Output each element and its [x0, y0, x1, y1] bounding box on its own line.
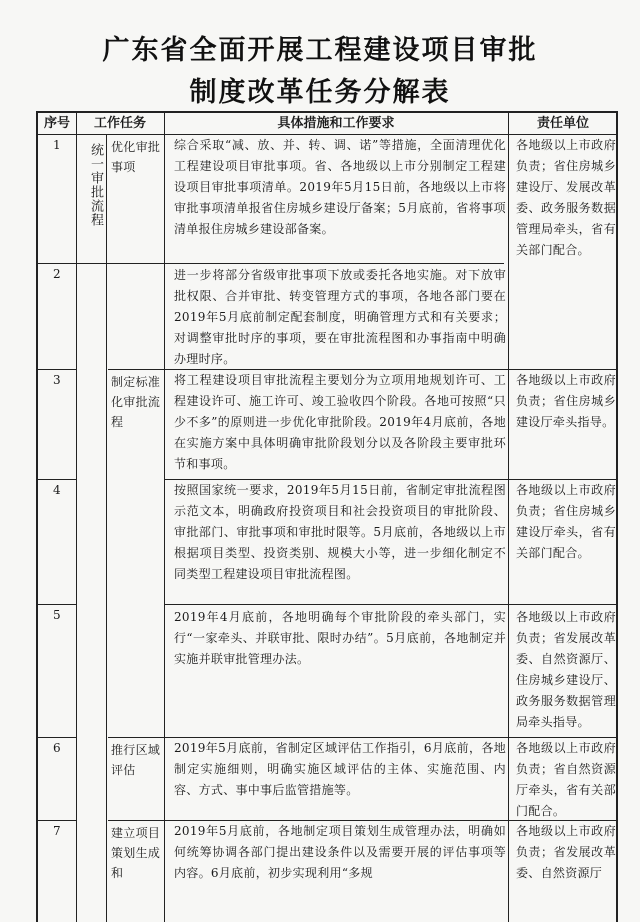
header-measures: 具体措施和工作要求 [277, 116, 395, 131]
row-task: 制定标准化审批流程 [111, 375, 161, 429]
row-task: 优化审批事项 [111, 140, 161, 174]
row-measures: 2019年5月底前，各地制定项目策划生成管理办法，明确如何统筹协调各部门提出建设条件以及需要开展的评估事项等内容。6月底前，初步实现利用“多规 [174, 824, 506, 880]
row-measures: 将工程建设项目审批流程主要划分为立项用地规划许可、工程建设许可、施工许可、竣工验收四个阶段。各地可按照“只少不多”的原则进一步优化审批阶段。2019年4月底前，各地在实施方案中具体明确审批阶段划分以及各阶段主要审批环节和事项。 [174, 373, 506, 471]
column-divider [164, 113, 165, 922]
row-unit: 各地级以上市政府负责；省住房城乡建设厅牵头，省有关部门配合。 [516, 483, 616, 560]
row-number: 3 [53, 373, 61, 387]
row-number: 4 [53, 483, 61, 497]
header-no: 序号 [43, 116, 70, 131]
row-unit: 各地级以上市政府负责；省自然资源厅牵头，省有关部门配合。 [516, 741, 616, 818]
column-divider [508, 113, 509, 922]
row-measures: 综合采取“减、放、并、转、调、诺”等措施，全面清理优化工程建设项目审批事项。省、各地级以上市分别制定工程建设项目审批事项清单。2019年5月15日前，各地级以上市将审批事项清单报省住房城乡建设厅备案；5月底前，省将事项清单报住房城乡建设部备案。 [174, 138, 506, 236]
row-number: 7 [53, 824, 61, 838]
row-unit: 各地级以上市政府负责；省住房城乡建设厅牵头指导。 [516, 373, 616, 429]
row-measures: 进一步将部分省级审批事项下放或委托各地实施。对下放审批权限、合并审批、转变管理方式的事项，各地各部门要在2019年5月底前制定配套制度，明确管理方式和有关要求；对调整审批时序的事项，要在审批流程图和办事指南中明确办理时序。 [174, 268, 506, 366]
row-unit: 各地级以上市政府负责；省发展改革委、自然资源厅 [516, 824, 616, 880]
row-number: 1 [53, 138, 61, 152]
row-divider [164, 604, 616, 605]
row-task: 建立项目策划生成和 [111, 826, 161, 880]
column-divider [106, 134, 107, 922]
header-unit: 责任单位 [536, 116, 589, 131]
document-title-line1: 广东省全面开展工程建设项目审批 [102, 35, 538, 66]
row-measures: 2019年4月底前，各地明确每个审批阶段的牵头部门，实行“一家牵头、并联审批、限时办结”。5月底前，各地制定并实施并联审批管理办法。 [174, 610, 506, 666]
row-unit: 各地级以上市政府负责；省住房城乡建设厅、发展改革委、政务服务数据管理局牵头，省有关部门配合。 [516, 138, 616, 257]
category-label: 统一审批流程 [88, 143, 103, 227]
column-divider [76, 113, 77, 922]
row-measures: 按照国家统一要求，2019年5月15日前，省制定审批流程图示范文本，明确政府投资项目和社会投资项目的审批阶段、审批部门、审批事项和审批时限等。5月底前，各地级以上市根据项目类型、投资类别、规模大小等，进一步细化制定不同类型工程建设项目审批流程图。 [174, 483, 506, 581]
row-number: 5 [53, 608, 61, 622]
row-divider [38, 263, 504, 264]
header-task: 工作任务 [93, 116, 146, 131]
task-table [36, 111, 618, 922]
row-number: 6 [53, 741, 61, 755]
row-task: 推行区域评估 [111, 743, 161, 777]
row-measures: 2019年5月底前，省制定区域评估工作指引，6月底前，各地制定实施细则，明确实施区域评估的主体、实施范围、内容、方式、事中事后监管措施等。 [174, 741, 506, 797]
row-unit: 各地级以上市政府负责；省发展改革委、自然资源厅、住房城乡建设厅、政务服务数据管理局牵头指导。 [516, 610, 616, 729]
document-title-line2: 制度改革任务分解表 [189, 77, 451, 108]
row-number: 2 [53, 267, 61, 281]
